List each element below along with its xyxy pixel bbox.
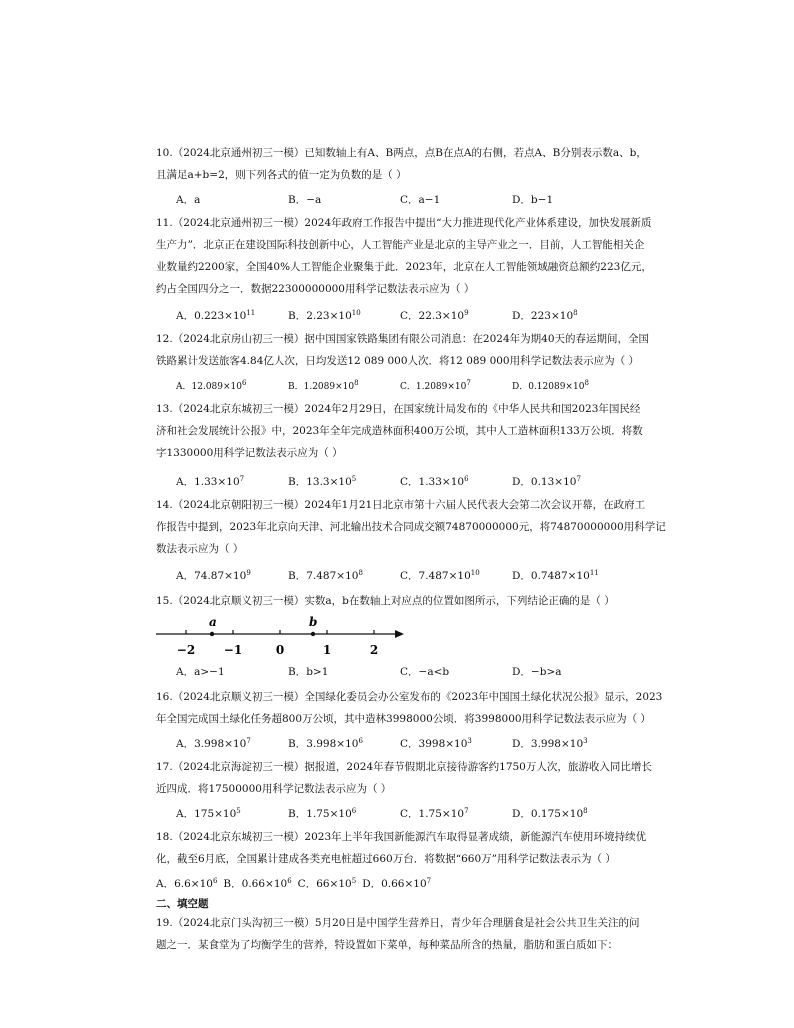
- option-d: D．$3.998\times 10^3$: [512, 737, 588, 750]
- point-b-label: b: [309, 615, 318, 629]
- question-text: 题之一．某食堂为了均衡学生的营养，特设置如下菜单，每种菜品所含的热量，脂肪和蛋白质如下：: [156, 939, 618, 951]
- option-b: B．$1.2089\times 10^8$: [288, 379, 359, 392]
- question-11: [156, 212, 686, 300]
- question-text: 18.（2024北京东城初三一模）2023年上半年我国新能源汽车取得显著成绩，新能源汽车使用环境持续优: [156, 831, 647, 843]
- option-c: C．$22.3\times 10^9$: [400, 309, 469, 322]
- question-19: [156, 912, 686, 956]
- option-d: D．$223\times 10^8$: [512, 309, 578, 322]
- question-text: 且满足a+b=2，则下列各式的值一定为负数的是（ ）: [156, 169, 407, 181]
- question-text: 济和社会发展统计公报》中，2023年全年完成造林面积400万公顷，其中人工造林面积133万公顷．将数: [156, 425, 643, 437]
- option-c: C．$1.33\times 10^6$: [400, 475, 469, 488]
- option-b: B．b>1: [288, 666, 329, 678]
- question-text: 字1330000用科学记数法表示应为（ ）: [156, 447, 343, 459]
- options-15: [176, 662, 624, 682]
- question-17: [156, 756, 686, 800]
- option-d: D．$0.13\times 10^7$: [512, 475, 581, 488]
- option-c: C．$1.2089\times 10^7$: [400, 379, 471, 392]
- point-b-dot: [311, 632, 315, 636]
- options-12: [176, 376, 624, 397]
- option-a: A．a>−1: [176, 666, 225, 678]
- point-a-label: a: [209, 615, 217, 629]
- tick-label: 1: [322, 643, 332, 657]
- options-10: [176, 190, 624, 210]
- options-13: [176, 472, 624, 492]
- option-a: A．$1.33\times 10^7$: [176, 475, 245, 488]
- question-12: [156, 328, 686, 372]
- question-text: 14.（2024北京朝阳初三一模）2024年1月21日北京市第十六届人民代表大会第二次会议开幕，在政府工: [156, 499, 646, 511]
- question-text: 数法表示应为（ ）: [156, 543, 244, 555]
- tick-label: −2: [176, 643, 196, 657]
- question-15: [156, 590, 686, 612]
- question-text: 年全国完成国土绿化任务超800万公顷，其中造林3998000公顷．将3998000用科学记数法表示应为（ ）: [156, 713, 651, 725]
- question-text: 10.（2024北京通州初三一模）已知数轴上有A、B两点，点B在点A的右侧，若点A、B分别表示数a、b，: [156, 147, 647, 159]
- question-16: [156, 686, 686, 730]
- option-c: C．−a<b: [400, 666, 450, 678]
- section-heading: 二、填空题: [156, 898, 209, 910]
- option-a: A．a: [176, 194, 201, 206]
- question-text: 业数量约2200家，全国40%人工智能企业聚集于此．2023年，北京在人工智能领域融资总额约223亿元，: [156, 261, 652, 273]
- option-c: C．a−1: [400, 194, 441, 206]
- question-text: 17.（2024北京海淀初三一模）据报道，2024年春节假期北京接待游客约1750万人次，旅游收入同比增长: [156, 761, 652, 773]
- option-a: A．$74.87\times 10^9$: [176, 569, 251, 582]
- option-d: D．$0.66\times 10^7$: [362, 877, 432, 890]
- options-16: [176, 734, 624, 754]
- option-c: C．$3998\times 10^3$: [400, 737, 472, 750]
- options-14: [176, 566, 624, 586]
- options-18: [156, 874, 437, 894]
- tick-label: 0: [275, 643, 285, 657]
- option-b: B．$2.23\times 10^{10}$: [288, 309, 361, 322]
- option-a: A．$12.089\times 10^6$: [176, 379, 247, 392]
- options-11: [176, 306, 624, 326]
- option-c: C．$66\times 10^5$: [297, 877, 357, 890]
- question-10: [156, 142, 686, 186]
- option-b: B．−a: [288, 194, 322, 206]
- option-c: C．$7.487\times 10^{10}$: [400, 569, 480, 582]
- question-text: 近四成．将17500000用科学记数法表示应为（ ）: [156, 783, 392, 795]
- question-13: [156, 398, 686, 464]
- option-b: B．$13.3\times 10^5$: [288, 475, 357, 488]
- option-a: A．$175\times 10^5$: [176, 807, 241, 820]
- question-text: 作报告中提到，2023年北京向天津、河北输出技术合同成交额74870000000元，将74870000000用科学记: [156, 521, 666, 533]
- option-b: B．$3.998\times 10^6$: [288, 737, 363, 750]
- tick-label: −1: [223, 643, 243, 657]
- question-text: 19.（2024北京门头沟初三一模）5月20日是中国学生营养日，青少年合理膳食是社会公共卫生关注的问: [156, 917, 640, 929]
- number-line: [154, 612, 414, 660]
- option-a: A．$3.998\times 10^7$: [176, 737, 251, 750]
- option-b: B．$7.487\times 10^8$: [288, 569, 363, 582]
- question-18: [156, 826, 686, 870]
- question-text: 16.（2024北京顺义初三一模）全国绿化委员会办公室发布的《2023年中国国土绿化状况公报》显示，2023: [156, 691, 663, 703]
- tick-label: 2: [369, 643, 379, 657]
- number-line-arrow: [395, 630, 404, 638]
- question-text: 15.（2024北京顺义初三一模）实数a，b在数轴上对应点的位置如图所示，下列结论正确的是（ ）: [156, 595, 615, 607]
- point-a-dot: [210, 632, 214, 636]
- question-14: [156, 494, 686, 560]
- question-text: 13.（2024北京东城初三一模）2024年2月29日，在国家统计局发布的《中华人民共和国2023年国民经: [156, 403, 641, 415]
- question-text: 约占全国四分之一．数据22300000000用科学记数法表示应为（ ）: [156, 283, 475, 295]
- question-text: 11.（2024北京通州初三一模）2024年政府工作报告中提出“大力推进现代化产业体系建设，加快发展新质: [156, 217, 652, 229]
- question-text: 12.（2024北京房山初三一模）据中国国家铁路集团有限公司消息：在2024年为期40天的春运期间，全国: [156, 333, 650, 345]
- option-d: D．$0.12089\times 10^8$: [512, 379, 589, 392]
- option-d: D．−b>a: [512, 666, 562, 678]
- option-d: D．b−1: [512, 194, 554, 206]
- option-c: C．$1.75\times 10^7$: [400, 807, 469, 820]
- options-17: [176, 804, 624, 824]
- option-a: A．$0.223\times 10^{11}$: [176, 309, 256, 322]
- option-b: B．$0.66\times 10^6$: [223, 877, 292, 890]
- option-a: A．$6.6\times 10^6$: [156, 877, 218, 890]
- question-text: 铁路累计发送旅客4.84亿人次，日均发送12 089 000人次．将12 089 000用科学记数法表示应为（ ）: [156, 355, 639, 367]
- option-d: D．$0.7487\times 10^{11}$: [512, 569, 599, 582]
- option-b: B．$1.75\times 10^6$: [288, 807, 357, 820]
- question-text: 生产力”．北京正在建设国际科技创新中心，人工智能产业是北京的主导产业之一．目前，人工智能相关企: [156, 239, 645, 251]
- option-d: D．$0.175\times 10^8$: [512, 807, 588, 820]
- question-text: 化，截至6月底，全国累计建成各类充电桩超过660万台．将数据“660万”用科学记数法表示为（ ）: [156, 853, 616, 865]
